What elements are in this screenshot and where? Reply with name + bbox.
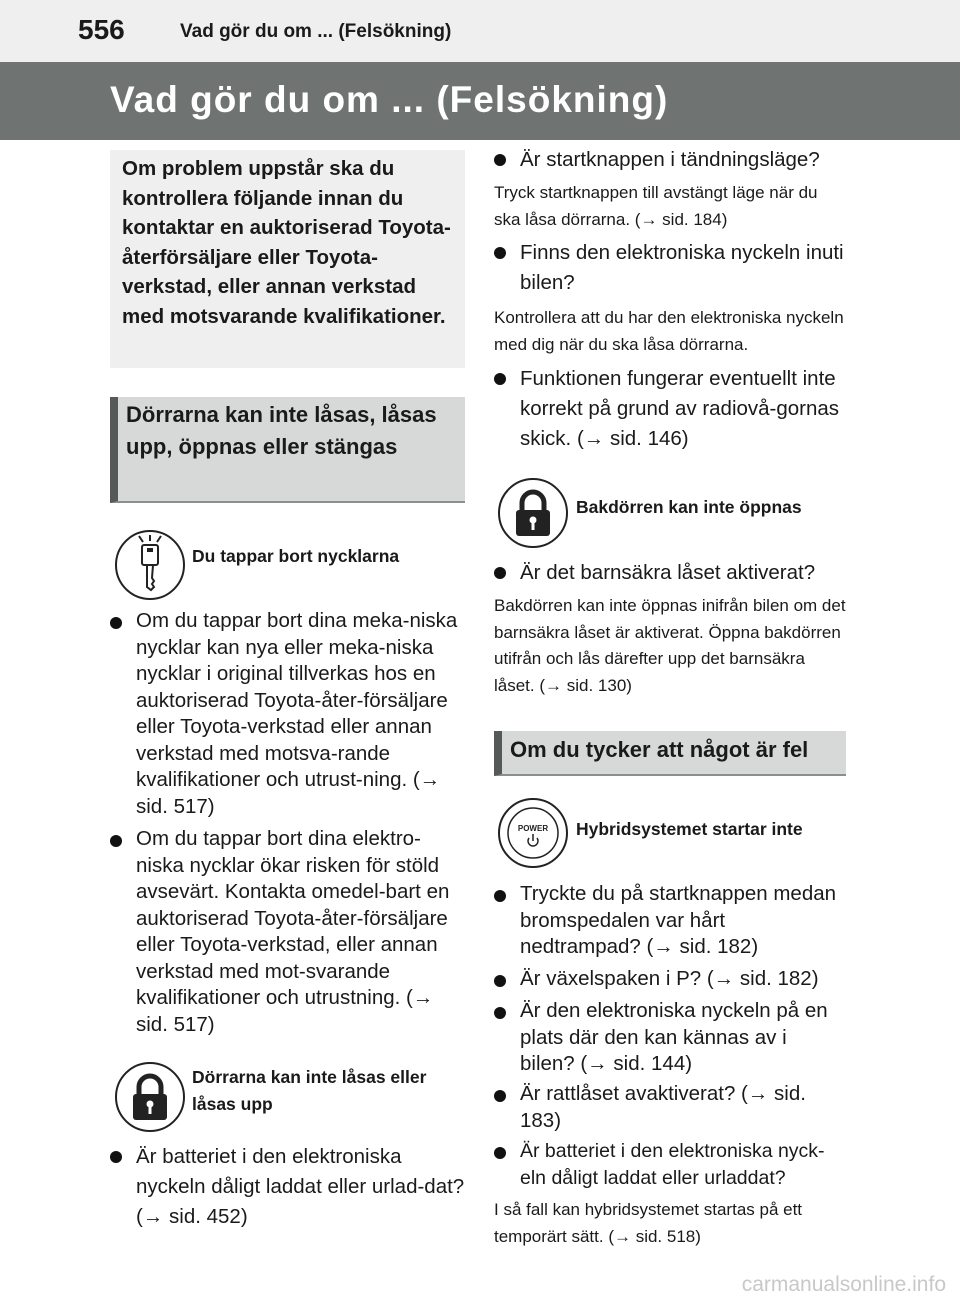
section-heading-text: Om du tycker att något är fel [510,737,809,762]
body-text: Bakdörren kan inte öppnas inifrån bilen om det barnsäkra låset är aktiverat. Öppna bakdörren utifrån och lås därefter upp det barnsäkra låset. (→ sid. 130) [494,596,846,695]
list-item: Är det barnsäkra låset aktiverat? [494,558,846,588]
list-item: Om du tappar bort dina meka-niska nycklar kan nya eller meka-niska nycklar i original tillverkas hos en auktoriserad Toyota-åter-försäljare eller Toyota-verkstad eller annan verkstad med motsva-rande kvalifikationer och utrust-ning. (→ sid. 517) [110,608,468,820]
list-item: Är rattlåset avaktiverat? (→ sid. 183) [494,1081,846,1134]
list-item: Är batteriet i den elektroniska nyckeln dåligt laddat eller urlad-dat? (→ sid. 452) [110,1142,468,1232]
list-item: Är växelspaken i P? (→ sid. 182) [494,966,846,993]
watermark: carmanualsonline.info [741,1273,946,1296]
body-text: Tryck startknappen till avstängt läge när du ska låsa dörrarna. (→ sid. 184) [494,183,818,229]
body-text: I så fall kan hybridsystemet startas på ett temporärt sätt. (→ sid. 518) [494,1200,803,1246]
list-item: Är batteriet i den elektroniska nyck-eln dåligt laddat eller urladdat? [494,1138,846,1191]
intro-box [110,150,465,368]
body-text: Kontrollera att du har den elektroniska nyckeln med dig när du ska låsa dörrarna. [494,308,844,354]
list-item: Funktionen fungerar eventuellt inte korrekt på grund av radiovå-gornas skick. (→ sid. 146) [494,364,846,454]
power-button-icon [498,798,568,868]
page-title: Vad gör du om ... (Felsökning) [110,79,669,120]
list-item: Tryckte du på startknappen medan bromspedalen var hårt nedtrampad? (→ sid. 182) [494,881,846,961]
section-heading-doors [110,397,465,503]
power-icon-text: POWER [517,824,549,833]
cannot-lock-label: Dörrarna kan inte låsas eller låsas upp [192,1067,427,1114]
intro-text: Om problem uppstår ska du kontrollera följande innan du kontaktar en auktoriserad Toyota-återförsäljare eller Toyota-verkstad, eller annan verkstad med motsvarande kvalifikationer. [122,157,451,328]
hybrid-label: Hybridsystemet startar inte [576,819,803,839]
running-title: Vad gör du om ... (Felsökning) [180,21,452,42]
section-heading-fault [494,731,846,776]
lost-keys-label: Du tappar bort nycklarna [192,546,400,566]
list-item: Är startknappen i tändningsläge? [494,145,846,175]
page-header [0,0,960,62]
page-number: 556 [78,14,125,45]
rear-door-label: Bakdörren kan inte öppnas [576,497,802,517]
list-item: Är den elektroniska nyckeln på en plats där den kan kännas av i bilen? (→ sid. 144) [494,998,846,1078]
key-icon [115,530,185,600]
lock-icon [498,478,568,548]
list-item: Finns den elektroniska nyckeln inuti bilen? [494,238,846,298]
section-heading-text: Dörrarna kan inte låsas, låsas upp, öppnas eller stängas [126,402,437,459]
lock-icon [115,1062,185,1132]
list-item: Om du tappar bort dina elektro-niska nycklar ökar risken för stöld avsevärt. Kontakta omedel-bart en auktoriserad Toyota-åter-försäljare eller Toyota-verkstad, eller annan verkstad med mot-svarande kvalifikationer och utrustning. (→ sid. 517) [110,826,468,1038]
